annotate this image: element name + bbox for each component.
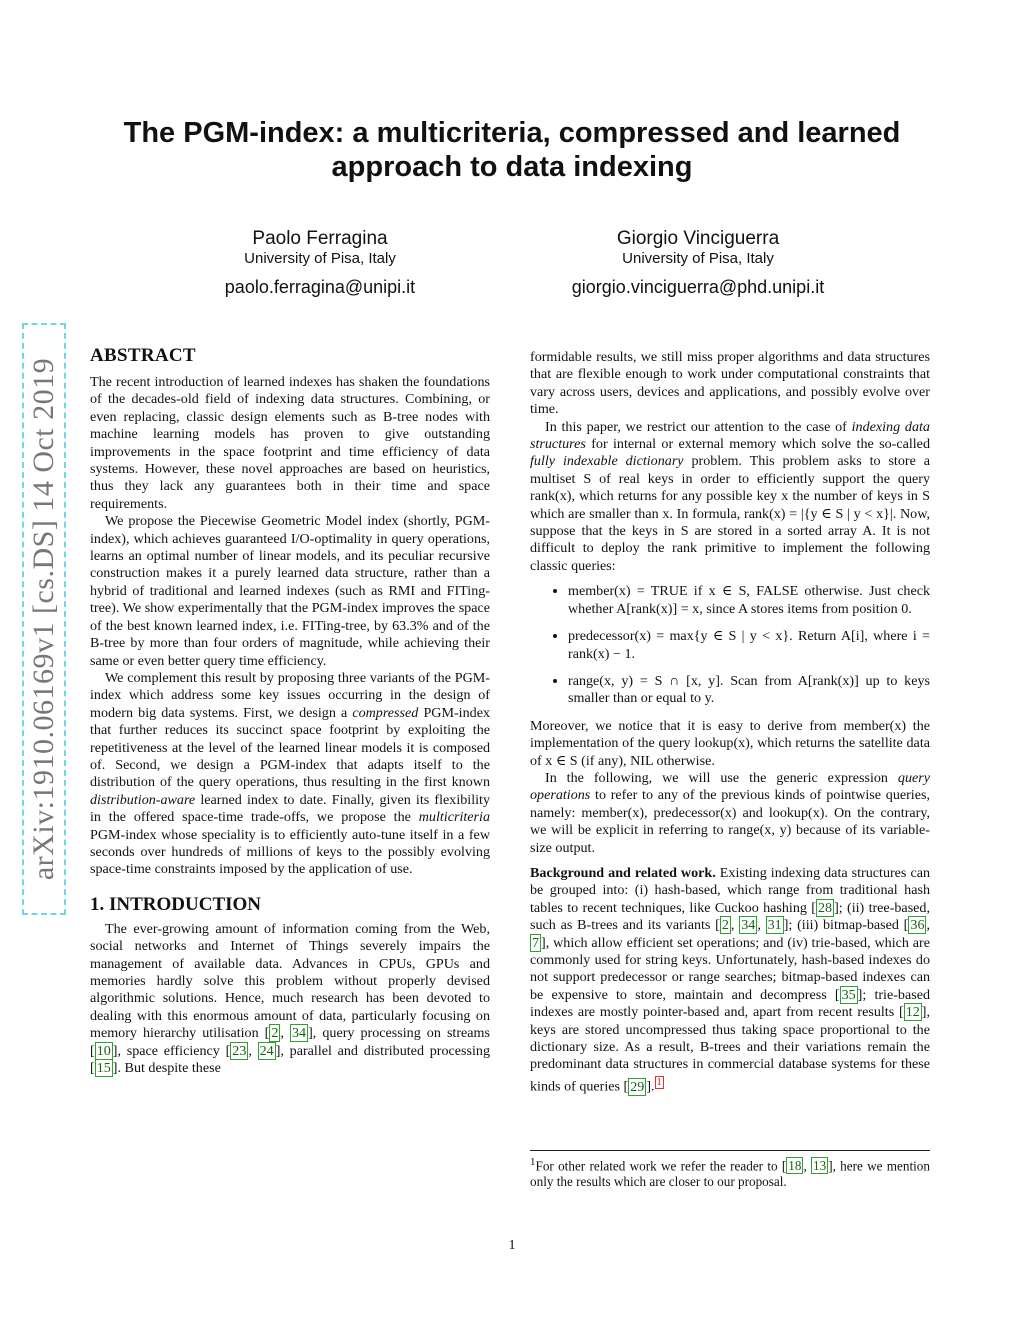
author-name: Paolo Ferragina <box>252 228 388 249</box>
citation-link[interactable]: 34 <box>292 1025 307 1042</box>
abstract-paragraph: The recent introduction of learned indexes has shaken the foundations of the decades-old field of indexing data structures. Combining, or even replacing, classic design elements such as B-tree nodes with machine learning models has proven to give outstanding improvements in the space footprint and time efficiency of data systems. However, these novel approaches are based on heuristics, thus they lack any guarantees both in their time and space requirements. <box>90 374 490 512</box>
subsection-heading: Background and related work. <box>530 864 716 881</box>
author-affiliation: University of Pisa, Italy <box>244 250 396 267</box>
author-2 <box>528 228 868 298</box>
author-name: Giorgio Vinciguerra <box>616 228 780 249</box>
citation-link[interactable]: 36 <box>910 917 925 934</box>
citation-link[interactable]: 15 <box>96 1060 111 1077</box>
paper-title: The PGM-index: a multicriteria, compressed and learned approach to data indexing <box>123 117 901 183</box>
body-paragraph: In the following, we will use the generic expression query operations to refer to any of the previous kinds of pointwise queries, namely: member(x), predecessor(x) and lookup(x). On the contrary, we will be explicit in referring to range(x, y) because of its variable-size output. <box>530 769 930 856</box>
citation-link[interactable]: 18 <box>788 1158 802 1174</box>
query-list <box>530 583 930 707</box>
citation-link[interactable]: 24 <box>259 1042 274 1059</box>
abstract-paragraph: We complement this result by proposing three variants of the PGM-index which address some key issues occurring in the design of modern big data systems. First, we design a compressed PGM-index that further reduces its succinct space footprint by exploiting the repetitiveness at the level of the learned linear models it is composed of. Second, we design a PGM-index that adapts itself to the distribution of the query operations, thus resulting in the first known distribution-aware learned index to date. Finally, given its flexibility in the offered space-time trade-offs, we propose the multicriteria PGM-index whose speciality is to efficiently auto-tune itself in a few seconds over hundreds of millions of keys to the possibly evolving space-time constraints imposed by the application of use. <box>90 669 490 878</box>
citation-link[interactable]: 2 <box>721 917 729 934</box>
citation-link[interactable]: 2 <box>271 1025 279 1042</box>
footnote: $^1$For other related work we refer the reader to [ 18 , 13 ], here we mention only the results which are closer to our proposal. <box>530 1150 930 1190</box>
citation-link[interactable]: 28 <box>817 899 833 916</box>
author-email[interactable]: giorgio.vinciguerra@phd.unipi.it <box>571 277 825 297</box>
list-item: • predecessor(x) = max{y ∈ S | y < x}. Return A[i], where i = rank(x) − 1. <box>568 628 930 663</box>
citation-link[interactable]: 35 <box>841 986 856 1003</box>
intro-heading: 1. INTRODUCTION <box>90 893 262 915</box>
body-paragraph: In this paper, we restrict our attention to the case of indexing data structures for internal or external memory which solve the so-called fully indexable dictionary problem. This problem asks to store a multiset S of real keys in order to efficiently support the query rank(x), which returns for any possible key x the number of keys in S which are smaller than x. In formula, rank(x) = |{y ∈ S | y < x}|. Now, suppose that the keys in S are stored in a sorted array A. It is not difficult to deploy the rank primitive to implement the following classic queries: <box>530 418 930 574</box>
body-paragraph: Moreover, we notice that it is easy to derive from member(x) the implementation of the query lookup(x), which returns the satellite data of x ∈ S (if any), NIL otherwise. <box>530 717 930 769</box>
author-affiliation: University of Pisa, Italy <box>622 250 774 267</box>
citation-link[interactable]: 12 <box>905 1004 920 1021</box>
citation-link[interactable]: 31 <box>767 917 782 934</box>
citation-link[interactable]: 13 <box>813 1158 827 1174</box>
author-email[interactable]: paolo.ferragina@unipi.it <box>224 277 416 297</box>
citation-link[interactable]: 34 <box>741 917 756 934</box>
body-paragraph: Background and related work. Existing indexing data structures can be grouped into: (i) hash-based, which range from traditional hash tables to recent techniques, like Cuckoo hashing [ 28 ]; (ii) tree-based, such as B-trees and its variants [ 2 , 34 , 31 ]; (iii) bitmap-based [ 36 , 7 ], which allow efficient set operations; and (iv) trie-based, which are commonly used for string keys. Unfortunately, hash-based indexes do not support predecessor or range searches; bitmap-based indexes can be expensive to store, maintain and decompress [ 35 ]; trie-based indexes are mostly pointer-based and, apart from recent results [ 12 ], keys are stored uncompressed thus taking space proportional to the dictionary size. As a result, B-trees and their variations remain the predominant data structures in commercial database systems for these kinds of queries [ 29 ]. $^1$ <box>530 864 931 1095</box>
abstract-paragraph: We propose the Piecewise Geometric Model index (shortly, PGM-index), which achieves guaranteed I/O-optimality in query operations, learns an optimal number of linear models, and its peculiar recursive construction makes it a purely learned data structure, rather than a hybrid of traditional and learned indexes (such as RMI and FITing-tree). We show experimentally that the PGM-index improves the space of the best known learned index, i.e. FITing-tree, by 63.3% and of the B-tree by more than four orders of magnitude, while achieving their same or even better query time efficiency. <box>90 513 490 669</box>
list-item: • member(x) = TRUE if x ∈ S, FALSE otherwise. Just check whether A[rank(x)] = x, since A stores items from position 0. <box>568 583 930 618</box>
author-1 <box>150 228 490 298</box>
citation-link[interactable]: 7 <box>532 934 540 951</box>
footnote-link[interactable]: 1 <box>656 1076 662 1088</box>
page-number: 1 <box>508 1238 516 1253</box>
citation-link[interactable]: 23 <box>232 1042 247 1059</box>
citation-link[interactable]: 10 <box>96 1042 111 1059</box>
left-column <box>90 344 490 1077</box>
abstract-heading: ABSTRACT <box>90 345 196 366</box>
intro-paragraph: The ever-growing amount of information coming from the Web, social networks and Internet of Things severely impairs the management of available data. Advances in CPUs, GPUs and memories hardly solve this problem without properly devised algorithmic solutions. Hence, much research has been devoted to dealing with this enormous amount of data, particularly focusing on memory hierarchy utilisation [ 2 , 34 ], query processing on streams [ 10 ], space efficiency [ 23 , 24 ], parallel and distributed processing [ 15 ]. But despite these <box>90 920 490 1077</box>
body-paragraph: formidable results, we still miss proper algorithms and data structures that are flexible enough to work under computational constraints that vary across users, devices and applications, and possibly evolve over time. <box>530 349 930 418</box>
footnote-mark: 1 <box>530 1156 536 1168</box>
arxiv-stamp <box>22 323 66 915</box>
right-column <box>530 349 930 1096</box>
citation-link[interactable]: 29 <box>630 1078 645 1095</box>
arxiv-stamp-text: arXiv:1910.06169v1 [cs.DS] 14 Oct 2019 <box>27 357 60 881</box>
list-item: • range(x, y) = S ∩ [x, y]. Scan from A[rank(x)] up to keys smaller than or equal to y. <box>568 673 930 708</box>
